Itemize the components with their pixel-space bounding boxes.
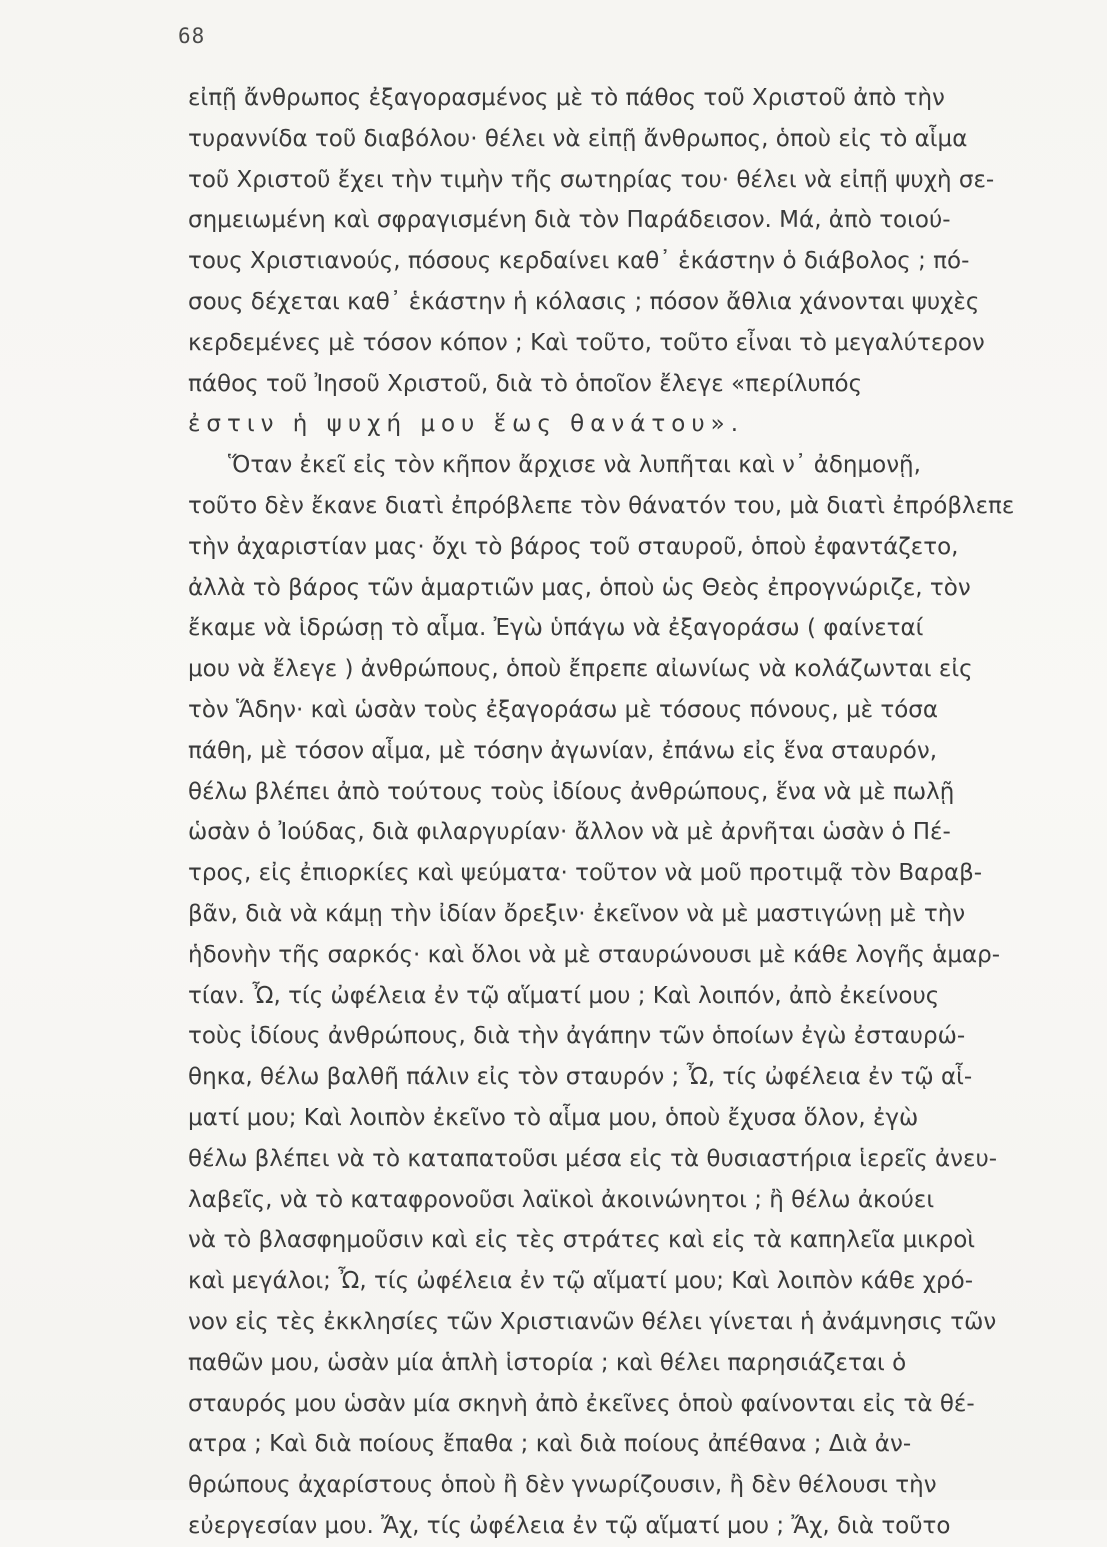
text-line: νὰ τὸ βλασφημοῦσιν καὶ εἰς τὲς στράτες καὶ εἰς τὰ καπηλεῖα μικροὶ [188, 1227, 976, 1254]
text-line: ἔκαμε νὰ ἱδρώσῃ τὸ αἷμα. Ἐγὼ ὑπάγω νὰ ἐξαγοράσω ( φαίνεταί [188, 615, 924, 642]
text-line: παθῶν μου, ὡσὰν μία ἁπλὴ ἱστορία ; καὶ θέλει παρησιάζεται ὁ [188, 1349, 907, 1376]
text-line: εἰπῇ ἄνθρωπος ἐξαγορασμένος μὲ τὸ πάθος τοῦ Χριστοῦ ἀπὸ τὴν [188, 85, 945, 111]
text-line: σους δέχεται καθ᾽ ἑκάστην ἡ κόλασις ; πόσον ἄθλια χάνονται ψυχὲς [188, 288, 980, 315]
text-line: κερδεμένες μὲ τόσον κόπον ; Καὶ τοῦτο, τοῦτο εἶναι τὸ μεγαλύτερον [188, 329, 985, 356]
text-line: θηκα, θέλω βαλθῆ πάλιν εἰς τὸν σταυρόν ; Ὦ, τίς ὠφέλεια ἐν τῷ αἷ- [188, 1064, 973, 1091]
quote-line: ἐστιν ἡ ψυχή μου ἕως θανάτου». [188, 411, 745, 438]
text-line: πάθη, μὲ τόσον αἷμα, μὲ τόσην ἀγωνίαν, ἐπάνω εἰς ἕνα σταυρόν, [188, 737, 938, 764]
text-line: σταυρός μου ὡσὰν μία σκηνὴ ἀπὸ ἐκεῖνες ὁποὺ φαίνονται εἰς τὰ θέ- [188, 1390, 975, 1417]
text-line: τυραννίδα τοῦ διαβόλου· θέλει νὰ εἰπῇ ἄνθρωπος, ὁποὺ εἰς τὸ αἷμα [188, 125, 968, 152]
text-line: ἀλλὰ τὸ βάρος τῶν ἁμαρτιῶν μας, ὁποὺ ὡς Θεὸς ἐπρογνώριζε, τὸν [188, 574, 971, 601]
text-line: τοῦτο δὲν ἔκανε διατὶ ἐπρόβλεπε τὸν θάνατόν του, μὰ διατὶ ἐπρόβλεπε [188, 492, 1015, 519]
text-line: τους Χριστιανούς, πόσους κερδαίνει καθ᾽ ἑκάστην ὁ διάβολος ; πό- [188, 248, 970, 275]
text-line: ὡσὰν ὁ Ἰούδας, διὰ φιλαργυρίαν· ἄλλον νὰ μὲ ἀρνῆται ὡσὰν ὁ Πέ- [188, 819, 951, 846]
text-line: τὸν Ἅδην· καὶ ὡσὰν τοὺς ἐξαγοράσω μὲ τόσους πόνους, μὲ τόσα [188, 696, 939, 723]
text-line: τὴν ἀχαριστίαν μας· ὄχι τὸ βάρος τοῦ σταυροῦ, ὁποὺ ἐφαντάζετο, [188, 533, 959, 560]
text-line: νον εἰς τὲς ἐκκλησίες τῶν Χριστιανῶν θέλει γίνεται ἡ ἀνάμνησις τῶν [188, 1308, 997, 1335]
text-line: βᾶν, διὰ νὰ κάμῃ τὴν ἰδίαν ὄρεξιν· ἐκεῖνον νὰ μὲ μαστιγώνῃ μὲ τὴν [188, 900, 966, 927]
text-line: ατρα ; Καὶ διὰ ποίους ἔπαθα ; καὶ διὰ ποίους ἀπέθανα ; Διὰ ἀν- [188, 1431, 912, 1458]
text-line: εὐεργεσίαν μου. Ἄχ, τίς ὠφέλεια ἐν τῷ αἵματί μου ; Ἄχ, διὰ τοῦτο [188, 1512, 951, 1539]
text-line: τοὺς ἰδίους ἀνθρώπους, διὰ τὴν ἀγάπην τῶν ὁποίων ἐγὼ ἐσταυρώ- [188, 1023, 966, 1050]
page-number: 68 [178, 24, 206, 48]
text-line: θέλω βλέπει νὰ τὸ καταπατοῦσι μέσα εἰς τὰ θυσιαστήρια ἱερεῖς ἀνευ- [188, 1145, 998, 1172]
paragraph-start-line: Ὅταν ἐκεῖ εἰς τὸν κῆπον ἄρχισε νὰ λυπῆται καὶ ν᾽ ἀδημονῇ, [228, 452, 921, 479]
text-line: μου νὰ ἔλεγε ) ἀνθρώπους, ὁποὺ ἔπρεπε αἰωνίως νὰ κολάζωνται εἰς [188, 656, 973, 683]
text-line: θρώπους ἀχαρίστους ὁποὺ ἢ δὲν γνωρίζουσιν, ἢ δὲν θέλουσι τὴν [188, 1472, 937, 1499]
text-line: σημειωμένη καὶ σφραγισμένη διὰ τὸν Παράδεισον. Μά, ἀπὸ τοιού- [188, 207, 951, 234]
text-line: ἡδονὴν τῆς σαρκός· καὶ ὅλοι νὰ μὲ σταυρώνουσι μὲ κάθε λογῆς ἁμαρ- [188, 941, 1001, 968]
text-line: καὶ μεγάλοι; Ὦ, τίς ὠφέλεια ἐν τῷ αἵματί μου; Καὶ λοιπὸν κάθε χρό- [188, 1268, 974, 1295]
text-line: ματί μου; Καὶ λοιπὸν ἐκεῖνο τὸ αἷμα μου, ὁποὺ ἔχυσα ὅλον, ἐγὼ [188, 1104, 919, 1131]
text-line: πάθος τοῦ Ἰησοῦ Χριστοῦ, διὰ τὸ ὁποῖον ἔλεγε «περίλυπός [188, 370, 863, 397]
text-line: τρος, εἰς ἐπιορκίες καὶ ψεύματα· τοῦτον νὰ μοῦ προτιμᾷ τὸν Βαραβ- [188, 860, 983, 887]
body-text [188, 78, 1078, 1547]
text-line: τοῦ Χριστοῦ ἔχει τὴν τιμὴν τῆς σωτηρίας του· θέλει νὰ εἰπῇ ψυχὴ σε- [188, 166, 995, 193]
text-line: λαβεῖς, νὰ τὸ καταφρονοῦσι λαϊκοὶ ἀκοινώνητοι ; ἢ θέλω ἀκούει [188, 1186, 935, 1213]
text-line: θέλω βλέπει ἀπὸ τούτους τοὺς ἰδίους ἀνθρώπους, ἕνα νὰ μὲ πωλῇ [188, 778, 955, 805]
text-line: τίαν. Ὦ, τίς ὠφέλεια ἐν τῷ αἵματί μου ; Καὶ λοιπόν, ἀπὸ ἐκείνους [188, 982, 940, 1009]
